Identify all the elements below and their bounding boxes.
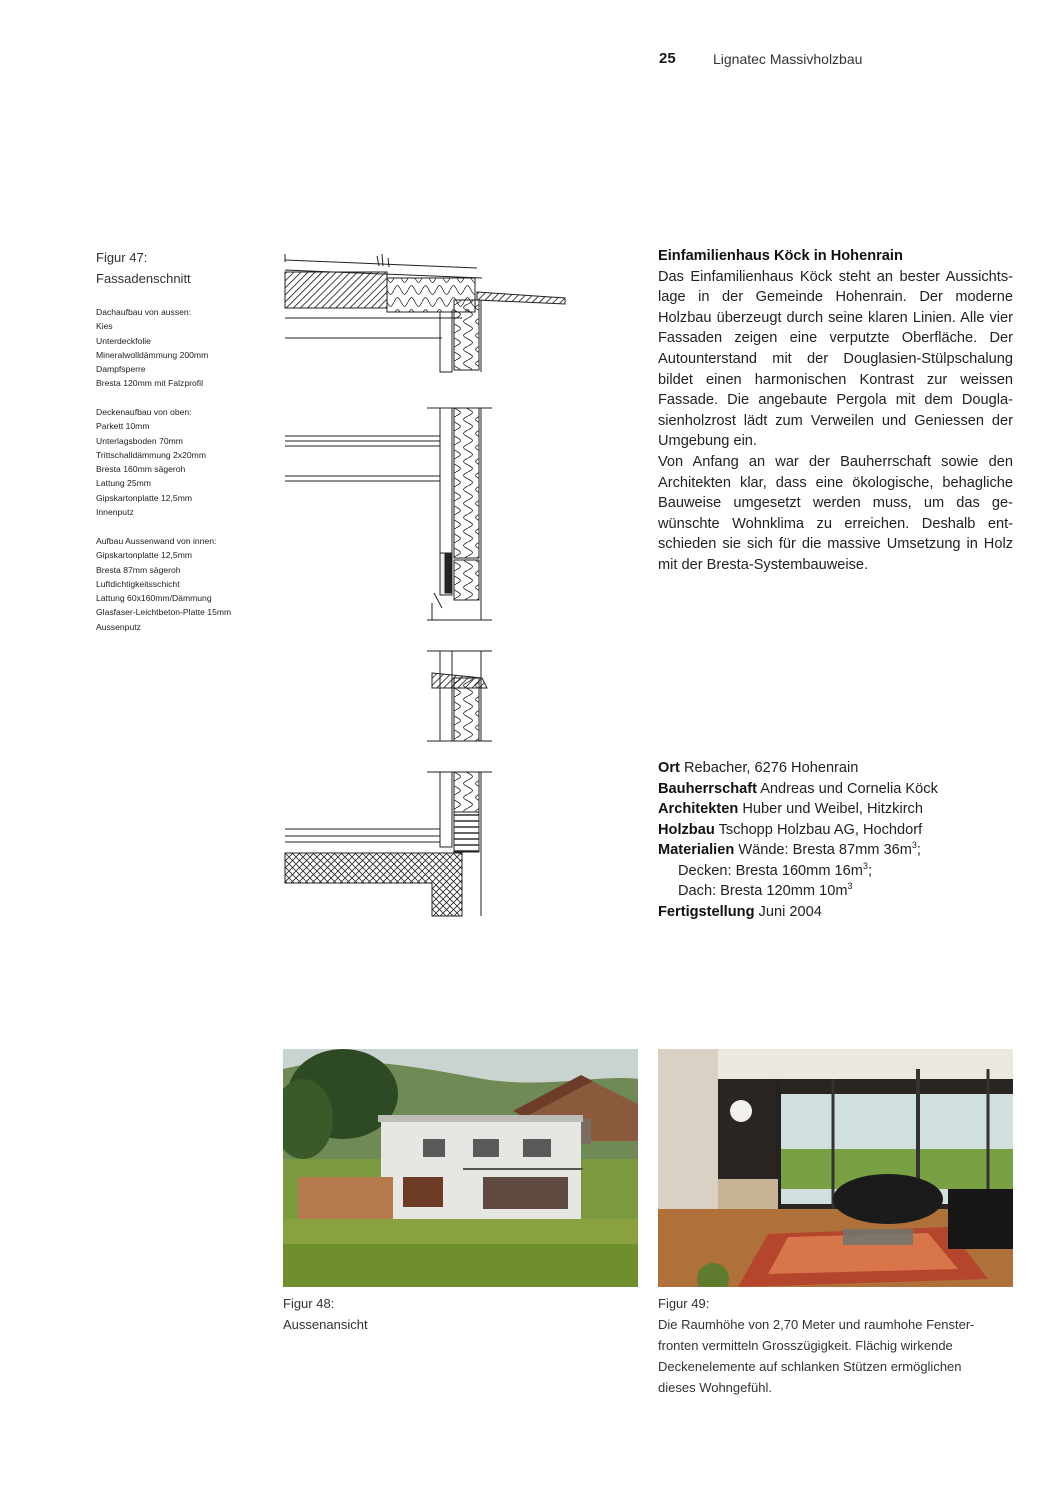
fact-label: Architekten — [658, 801, 739, 817]
fact-value: Huber und Weibel, Hitzkirch — [742, 801, 923, 817]
figure49-text-line: Deckenelemente auf schlanken Stützen ermöglichen — [658, 1359, 962, 1374]
figure49-caption — [658, 1293, 1013, 1398]
ceiling-spec-line: Innenputz — [96, 507, 134, 518]
fact-label: Bauherrschaft — [658, 780, 757, 797]
wall-spec-line: Aussenputz — [96, 621, 141, 632]
figure49-label: Figur 49: — [658, 1296, 710, 1311]
project-facts — [658, 758, 1018, 922]
fact-value: Andreas und Cornelia Köck — [760, 780, 938, 797]
ceiling-spec-line: Trittschalldämmung 2x20mm — [96, 449, 207, 460]
roof-build-up-list — [96, 305, 266, 391]
article-paragraph-1: Das Einfamilienhaus Köck steht an bester Aussichtslage in der Gemeinde Hohenrain. Der moderne Holzbau überzeugt durch seine klaren Linien. Alle vier Fassaden zeigen eine verputzte Oberfläche. Der Autounterstand mit der Douglasien-Stülpschalung bildet einen harmonischen Kontrast zur weissen Fassade. Die angebaute Pergola mit dem Douglasienholzrost lädt zum Verweilen und Geniessen der Umgebung ein. — [658, 268, 1013, 450]
ceiling-spec-line: Lattung 25mm — [96, 478, 151, 489]
wall-spec-line: Bresta 87mm sägeroh — [96, 564, 181, 575]
figure48-label: Figur 48: — [283, 1296, 335, 1311]
fact-value: Tschopp Holzbau AG, Hochdorf — [718, 821, 923, 838]
fact-completion — [658, 902, 1018, 923]
page-number: 25 — [659, 50, 676, 67]
fact-client — [658, 779, 1018, 800]
ceiling-spec-line: Deckenaufbau von oben: — [96, 407, 192, 417]
fact-value: Rebacher, 6276 Hohenrain — [683, 760, 859, 776]
superscript: 3 — [847, 881, 853, 892]
figure47-caption — [96, 247, 191, 289]
figure49-text-line: fronten vermitteln Grosszügigkeit. Flächig wirkende — [658, 1338, 953, 1353]
roof-spec-line: Mineralwolldämmung 200mm — [96, 349, 209, 360]
roof-spec-line: Dampfsperre — [96, 364, 146, 375]
wall-spec-line: Luftdichtigkeitsschicht — [96, 578, 180, 589]
article — [658, 246, 1013, 576]
roof-spec-line: Bresta 120mm mit Falzprofil — [96, 378, 203, 389]
fact-location — [658, 758, 1018, 779]
wall-spec-line: Glasfaser-Leichtbeton-Platte 15mm — [96, 607, 232, 618]
fact-timber-builder — [658, 820, 1018, 841]
fact-materials-ceiling: Decken: Bresta 160mm $16m^3$; — [678, 860, 873, 879]
ceiling-build-up-list — [96, 405, 266, 519]
article-heading: Einfamilienhaus Köck in Hohenrain — [658, 248, 903, 264]
figure48-caption — [283, 1293, 368, 1335]
fact-label: Fertigstellung — [658, 903, 755, 920]
figure49-text-line: dieses Wohngefühl. — [658, 1380, 772, 1395]
exterior-photo — [283, 1049, 638, 1287]
wall-build-up-list — [96, 534, 266, 634]
fact-architects — [658, 799, 1018, 820]
fact-value: Wände: Bresta 87mm 36m — [738, 842, 912, 858]
fact-label: Ort — [658, 760, 680, 776]
ceiling-spec-line: Gipskartonplatte 12,5mm — [96, 492, 193, 503]
fact-value: Dach: Bresta 120mm 10m — [678, 883, 848, 899]
facade-section-drawing — [282, 248, 572, 920]
fact-value: Decken: Bresta 160mm 16m — [678, 862, 863, 879]
fact-value: Juni 2004 — [758, 903, 822, 920]
article-paragraph-2: Von Anfang an war der Bauherrschaft sowie den Architekten klar, dass eine ökologische, behagliche Bauweise umgesetzt werden muss, um das gewünschte Wohnklima zu erreichen. Deshalb entschieden sie sich für die massive Umsetzung in Holz mit der Bresta-Systembauweise. — [658, 453, 1013, 573]
roof-spec-line: Kies — [96, 321, 113, 332]
figure49-text-line: Die Raumhöhe von 2,70 Meter und raumhohe Fenster- — [658, 1317, 975, 1332]
figure47-title: Fassadenschnitt — [96, 271, 191, 286]
roof-spec-line: Unterdeckfolie — [96, 335, 151, 346]
roof-spec-line: Dachaufbau von aussen: — [96, 307, 192, 317]
wall-spec-line: Gipskartonplatte 12,5mm — [96, 550, 193, 561]
fact-materials: Materialien Wände: Bresta 87mm $36m^3$; — [658, 840, 921, 858]
ceiling-spec-line: Unterlagsboden 70mm — [96, 435, 183, 446]
ceiling-spec-line: Bresta 160mm sägeroh — [96, 464, 186, 475]
fact-materials-roof — [658, 881, 1018, 902]
superscript: 3 — [911, 840, 917, 851]
running-title: Lignatec Massivholzbau — [713, 51, 863, 67]
ceiling-spec-line: Parkett 10mm — [96, 421, 150, 432]
fact-label: Holzbau — [658, 821, 715, 838]
fact-label: Materialien — [658, 842, 735, 858]
figure48-text: Aussenansicht — [283, 1317, 368, 1332]
superscript: 3 — [862, 860, 868, 871]
interior-photo — [658, 1049, 1013, 1287]
wall-spec-line: Aufbau Aussenwand von innen: — [96, 536, 217, 546]
wall-spec-line: Lattung 60x160mm/Dämmung — [96, 593, 212, 604]
figure47-label: Figur 47: — [96, 250, 148, 265]
